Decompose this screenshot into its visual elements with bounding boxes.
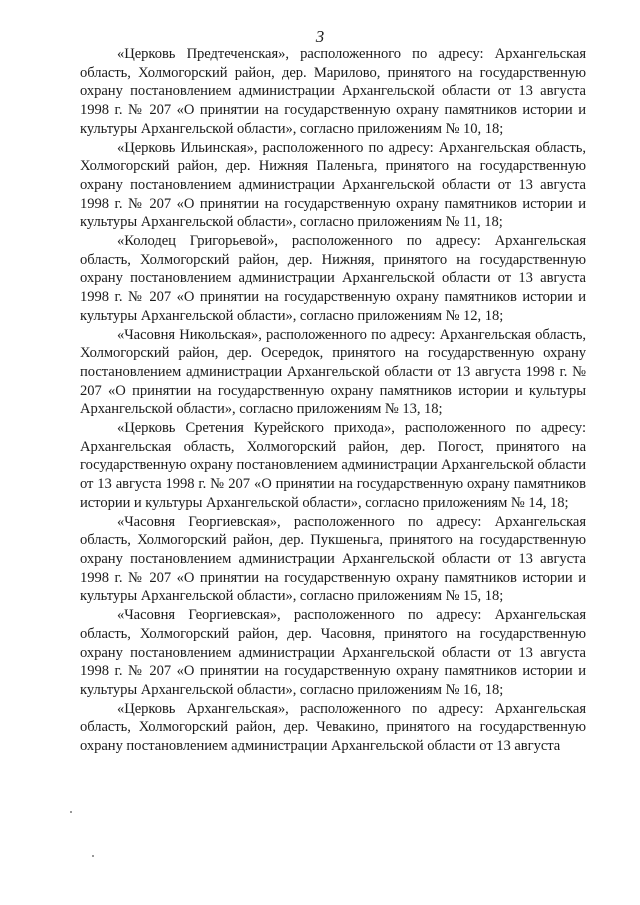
paragraph-church-predtechenskaya: «Церковь Предтеченская», расположенного по адресу: Архангельская область, Холмогорский район, дер. Марилово, принятого на государственную охрану постановлением администрации Архангельской области от 13 августа 1998 г. № 207 «О принятии на государственную охрану памятников истории и культуры Архангельской области», согласно приложениям № 10, 18; bbox=[80, 46, 586, 137]
paragraph-chapel-georgievskaya-pukshenga: «Часовня Георгиевская», расположенного по адресу: Архангельская область, Холмогорский район, дер. Пукшеньга, принятого на государственную охрану постановлением администрации Архангельской области от 13 августа 1998 г. № 207 «О принятии на государственную охрану памятников истории и культуры Архангельской области», согласно приложениям № 15, 18; bbox=[80, 513, 586, 605]
document-body bbox=[80, 45, 586, 756]
paragraph-chapel-nikolskaya: «Часовня Никольская», расположенного по адресу: Архангельская область, Холмогорский район, дер. Осередок, принятого на государственную охрану постановлением администрации Архангельской области от 13 августа 1998 г. № 207 «О принятии на государственную охрану памятников истории и культуры Архангельской области», согласно приложениям № 13, 18; bbox=[80, 326, 586, 418]
page-number: 3 bbox=[315, 27, 325, 46]
paragraph-church-arkhangelskaya: «Церковь Архангельская», расположенного по адресу: Архангельская область, Холмогорский район, дер. Чевакино, принятого на государственную охрану постановлением администрации Архангельской области от 13 августа bbox=[80, 700, 586, 755]
paragraph-chapel-georgievskaya-chasovnya: «Часовня Георгиевская», расположенного по адресу: Архангельская область, Холмогорский район, дер. Часовня, принятого на государственную охрану постановлением администрации Архангельской области от 13 августа 1998 г. № 207 «О принятии на государственную охрану памятников истории и культуры Архангельской области», согласно приложениям № 16, 18; bbox=[80, 607, 586, 698]
scan-speck-mark bbox=[92, 855, 94, 857]
paragraph-church-ilyinskaya: «Церковь Ильинская», расположенного по адресу: Архангельская область, Холмогорский район, дер. Нижняя Паленьга, принятого на государственную охрану постановлением администрации Архангельской области от 13 августа 1998 г. № 207 «О принятии на государственную охрану памятников истории и культуры Архангельской области», согласно приложениям № 11, 18; bbox=[80, 139, 586, 231]
paragraph-church-sreteniya: «Церковь Сретения Курейского прихода», расположенного по адресу: Архангельская область, Холмогорский район, дер. Погост, принятого на государственную охрану постановлением администрации Архангельской области от 13 августа 1998 г. № 207 «О принятии на государственную охрану памятников истории и культуры Архангельской области», согласно приложениям № 14, 18; bbox=[80, 420, 586, 511]
scan-speck-mark bbox=[70, 811, 72, 813]
paragraph-well-grigorievoy: «Колодец Григорьевой», расположенного по адресу: Архангельская область, Холмогорский район, дер. Нижняя, принятого на государственную охрану постановлением администрации Архангельской области от 13 августа 1998 г. № 207 «О принятии на государственную охрану памятников истории и культуры Архангельской области», согласно приложениям № 12, 18; bbox=[80, 233, 586, 324]
